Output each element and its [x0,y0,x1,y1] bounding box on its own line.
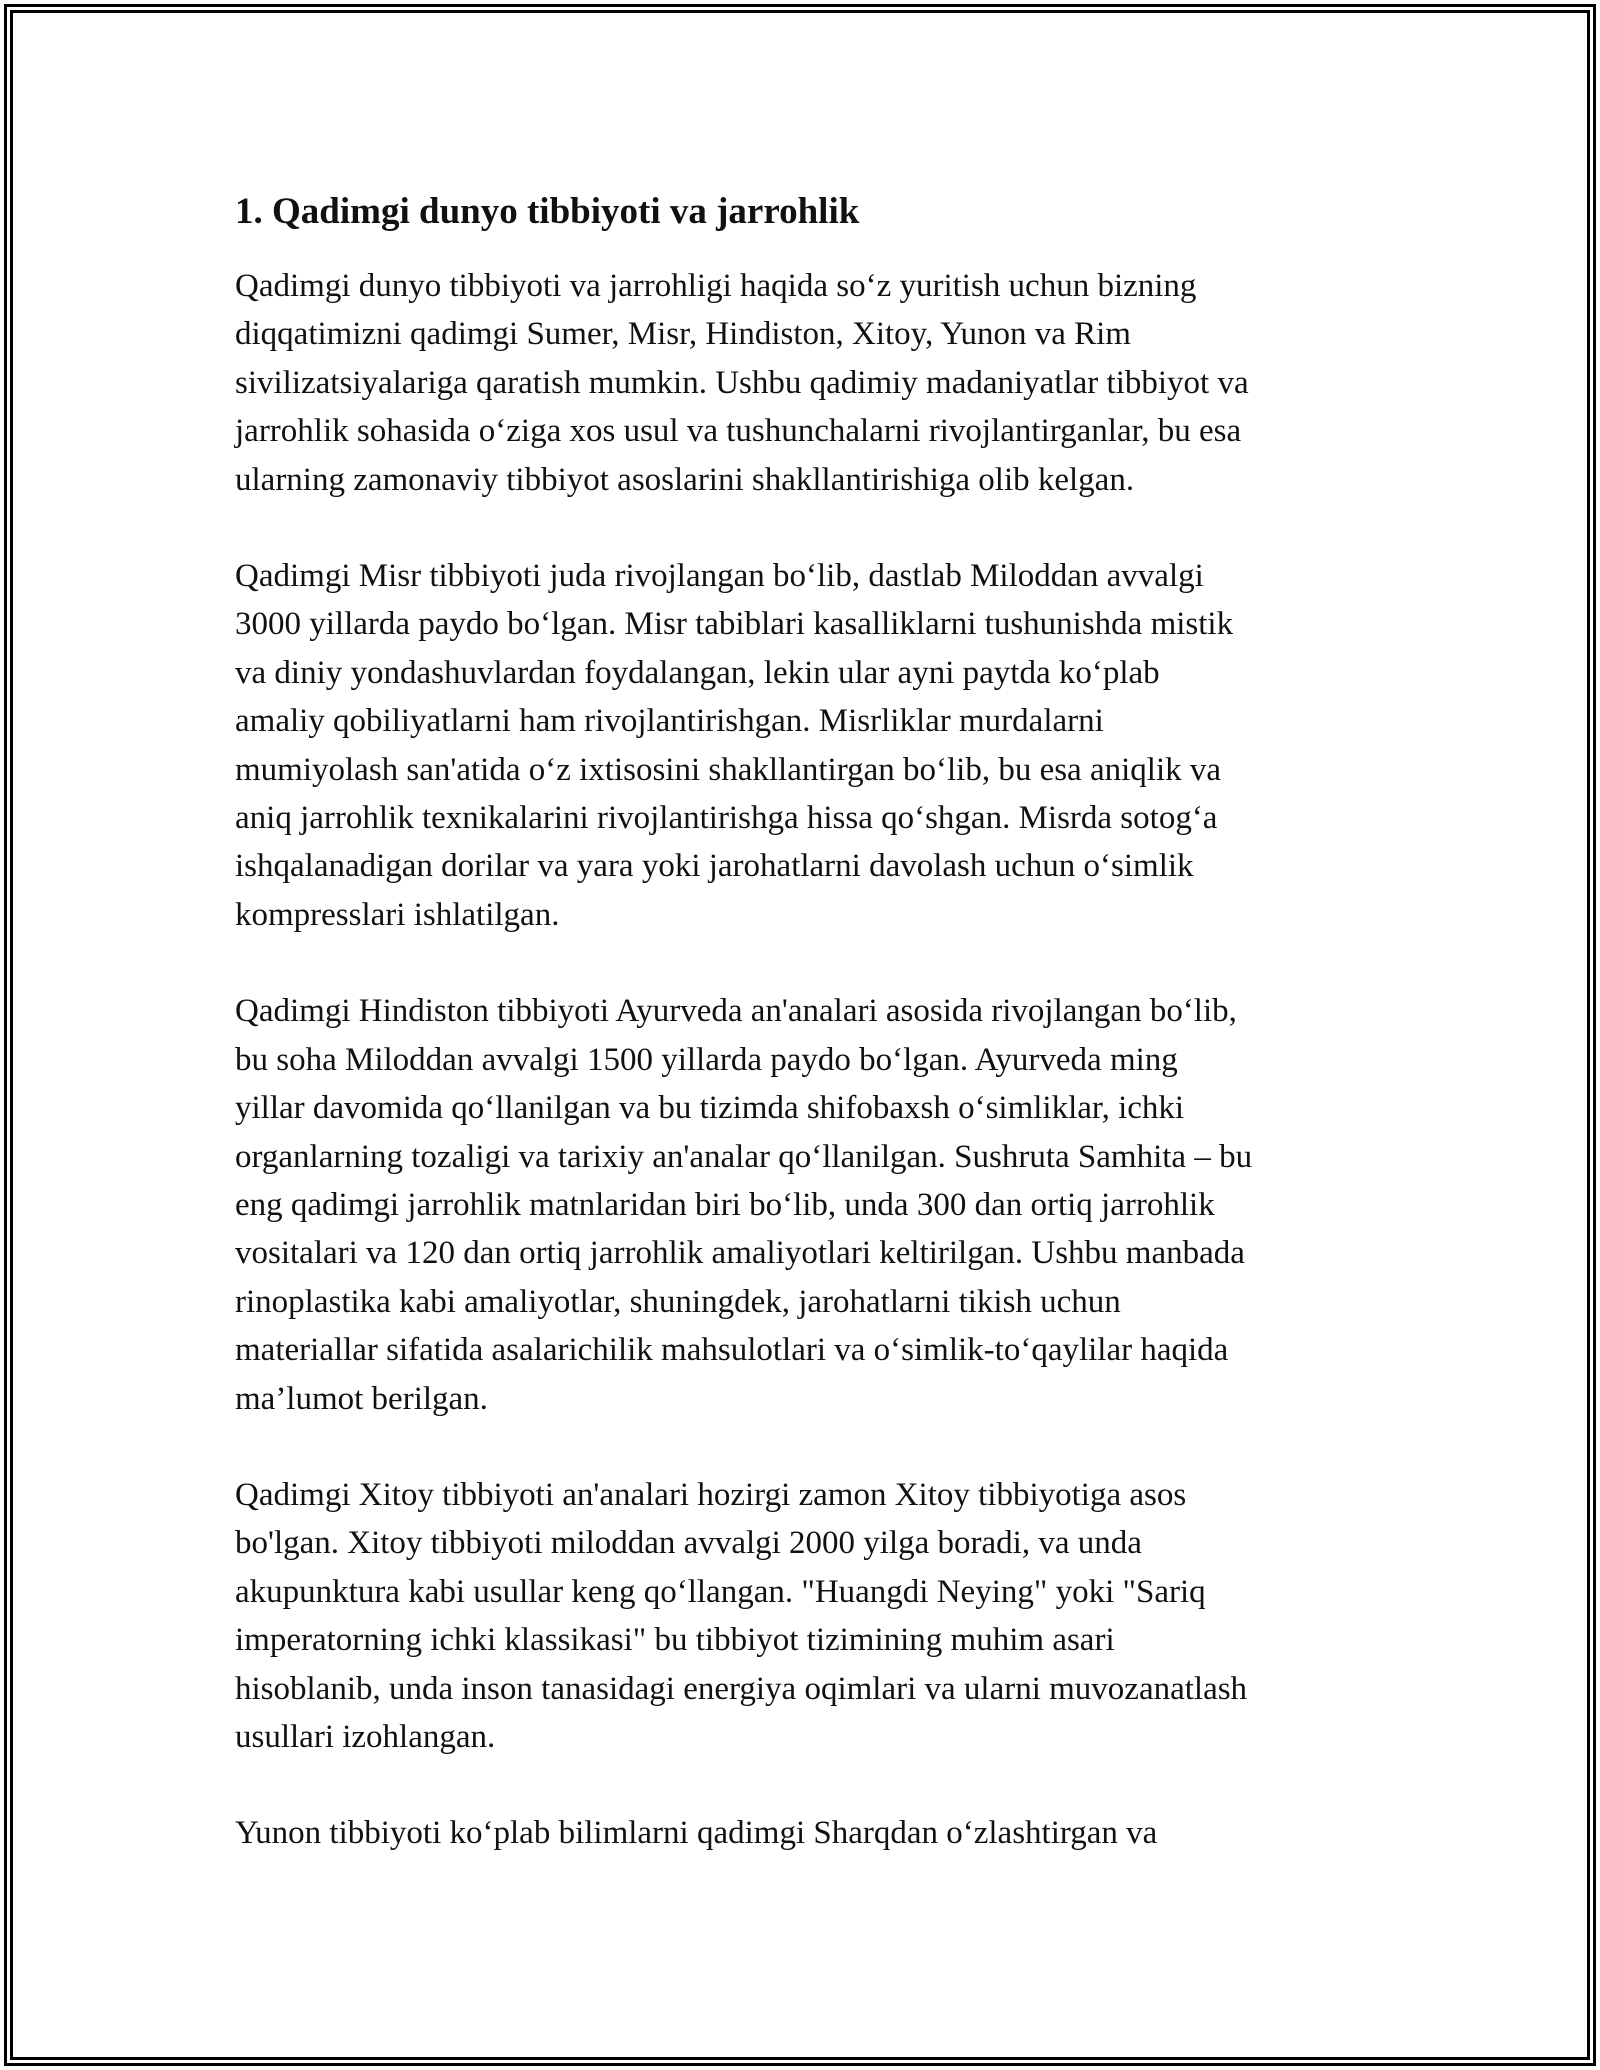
paragraph-egypt: Qadimgi Misr tibbiyoti juda rivojlangan bo‘lib, dastlab Miloddan avvalgi 3000 yillarda paydo bo‘lgan. Misr tabiblari kasalliklarni tushunishda mistik va diniy yondashuvlardan foydalangan, lekin ular ayni paytda ko‘plab amaliy qobiliyatlarni ham rivojlantirishgan. Misrliklar murdalarni mumiyolash san'atida o‘z ixtisosini shakllantirgan bo‘lib, bu esa aniqlik va aniq jarrohlik texnikalarini rivojlantirishga hissa qo‘shgan. Misrda sotog‘a ishqalanadigan dorilar va yara yoki jarohatlarni davolash uchun o‘simlik kompresslari ishlatilgan. [235,558,1234,933]
document-body [235,188,1375,1906]
paragraph-india: Qadimgi Hindiston tibbiyoti Ayurveda an'analari asosida rivojlangan bo‘lib, bu soha Miloddan avvalgi 1500 yillarda paydo bo‘lgan. Ayurveda ming yillar davomida qo‘llanilgan va bu tizimda shifobaxsh o‘simliklar, ichki organlarning tozaligi va tarixiy an'analar qo‘llanilgan. Sushruta Samhita – bu eng qadimgi jarrohlik matnlaridan biri bo‘lib, unda 300 dan ortiq jarrohlik vositalari va 120 dan ortiq jarrohlik amaliyotlari keltirilgan. Ushbu manbada rinoplastika kabi amaliyotlar, shuningdek, jarohatlarni tikish uchun materiallar sifatida asalarichilik mahsulotlari va o‘simlik-to‘qaylilar haqida ma’lumot berilgan. [235,993,1253,1417]
section-heading: 1. Qadimgi dunyo tibbiyoti va jarrohlik [235,191,860,232]
paragraph-china: Qadimgi Xitoy tibbiyoti an'analari hozirgi zamon Xitoy tibbiyotiga asos bo'lgan. Xitoy tibbiyoti miloddan avvalgi 2000 yilga boradi, va unda akupunktura kabi usullar keng qo‘llangan. "Huangdi Neying" yoki "Sariq imperatorning ichki klassikasi" bu tibbiyot tizimining muhim asari hisoblanib, unda inson tanasidagi energiya oqimlari va ularni muvozanatlash usullari izohlangan. [235,1476,1248,1755]
paragraph-intro: Qadimgi dunyo tibbiyoti va jarrohligi haqida so‘z yuritish uchun bizning diqqatimizni qadimgi Sumer, Misr, Hindiston, Xitoy, Yunon va Rim sivilizatsiyalariga qaratish mumkin. Ushbu qadimiy madaniyatlar tibbiyot va jarrohlik sohasida o‘ziga xos usul va tushunchalarni rivojlantirganlar, bu esa ularning zamonaviy tibbiyot asoslarini shakllantirishiga olib kelgan. [235,268,1249,498]
paragraph-greece: Yunon tibbiyoti ko‘plab bilimlarni qadimgi Sharqdan o‘zlashtirgan va [235,1815,1158,1852]
